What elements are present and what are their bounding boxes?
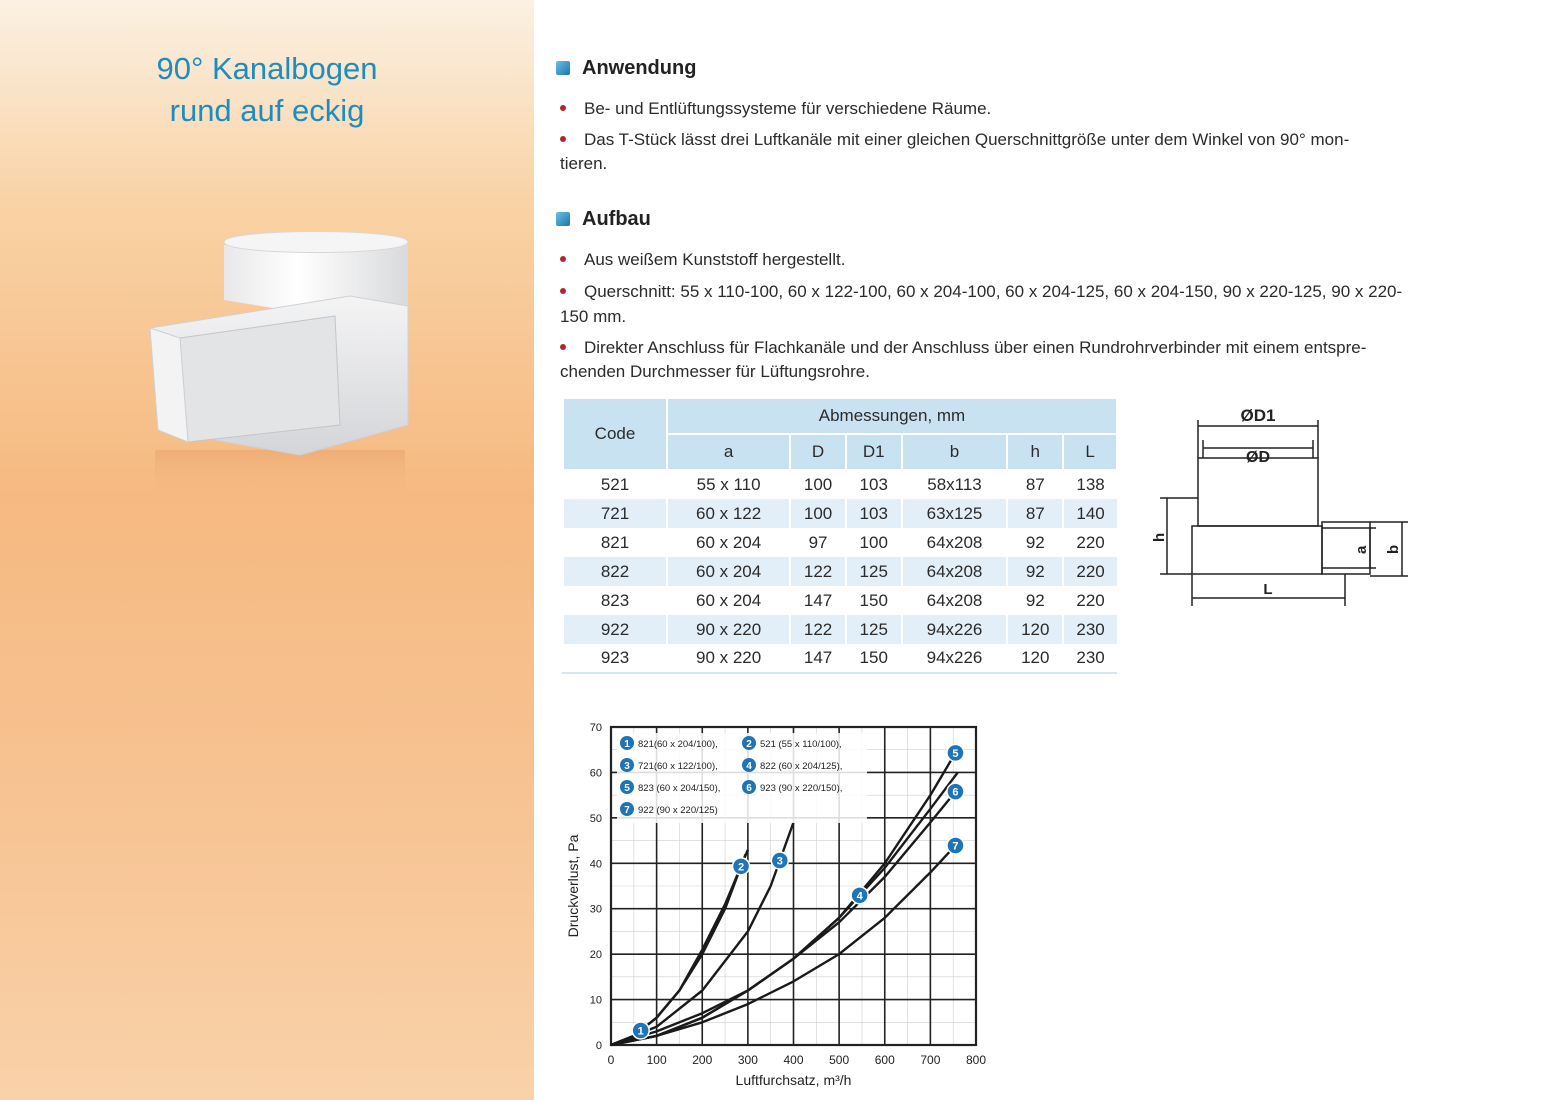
table-cell: 923 (563, 644, 667, 673)
legend-marker-label: 5 (624, 783, 630, 794)
table-cell: 120 (1007, 615, 1063, 644)
series-marker-label: 1 (637, 1025, 644, 1038)
aufbau-item-3-cont-text: chenden Durchmesser für Lüftungsrohre. (560, 362, 870, 381)
y-tick-label: 0 (595, 1040, 602, 1052)
table-cell: 122 (790, 615, 846, 644)
table-cell: 230 (1063, 615, 1117, 644)
aufbau-item-2 (560, 280, 1460, 304)
legend-marker-label: 2 (746, 739, 752, 750)
dimensions-header: Abmessungen, mm (667, 398, 1117, 434)
y-tick-label: 20 (589, 949, 602, 962)
series-line-2 (611, 854, 746, 1045)
table-cell: 147 (790, 644, 846, 673)
table-cell: 87 (1007, 470, 1063, 499)
column-header: D1 (846, 434, 902, 470)
anwendung-heading-text: Anwendung (582, 57, 697, 79)
table-cell: 220 (1063, 586, 1117, 615)
aufbau-item-2-text: Querschnitt: 55 x 110-100, 60 x 122-100, 60 x 204-100, 60 x 204-125, 60 x 204-150, 90 x 220-125, 90 x 220- (584, 282, 1403, 301)
aufbau-heading (556, 208, 651, 231)
table-row (563, 644, 1117, 673)
table-cell: 822 (563, 557, 667, 586)
pressure-loss-chart (556, 712, 1006, 1097)
aufbau-item-1-text: Aus weißem Kunststoff hergestellt. (584, 250, 846, 269)
section-square-icon (556, 212, 570, 226)
aufbau-item-2-cont (560, 305, 1460, 329)
bullet-dot-icon (560, 105, 566, 111)
legend-entry: 922 (90 x 220/125) (638, 805, 718, 816)
table-cell: 90 x 220 (667, 644, 790, 673)
table-cell: 521 (563, 470, 667, 499)
table-header-row (563, 398, 1117, 434)
series-marker-label: 7 (952, 840, 959, 853)
x-axis-label: Luftfurchsatz, m³/h (735, 1072, 852, 1088)
column-header: b (902, 434, 1008, 470)
aufbau-heading-text: Aufbau (582, 208, 651, 230)
table-cell: 100 (790, 470, 846, 499)
table-cell: 92 (1007, 528, 1063, 557)
x-tick-label: 0 (607, 1053, 615, 1067)
legend-marker-label: 3 (624, 761, 630, 772)
y-tick-label: 30 (589, 903, 602, 916)
table-cell: 230 (1063, 644, 1117, 673)
legend-marker-label: 4 (746, 761, 752, 772)
table-row (563, 586, 1117, 615)
column-header: h (1007, 434, 1063, 470)
dimension-drawing (1150, 400, 1420, 615)
y-tick-label: 50 (589, 812, 602, 825)
table-cell: 125 (846, 615, 902, 644)
table-cell: 122 (790, 557, 846, 586)
table-cell: 60 x 204 (667, 586, 790, 615)
table-cell: 103 (846, 470, 902, 499)
bullet-dot-icon (560, 288, 566, 294)
bullet-dot-icon (560, 136, 566, 142)
aufbau-item-1 (560, 248, 1460, 272)
table-cell: 97 (790, 528, 846, 557)
table-cell: 103 (846, 499, 902, 528)
column-header: D (790, 434, 846, 470)
anwendung-item-2 (560, 128, 1460, 152)
label-h: h (1151, 532, 1168, 542)
table-cell: 92 (1007, 557, 1063, 586)
aufbau-item-3 (560, 336, 1460, 360)
x-tick-label: 100 (646, 1053, 667, 1067)
table-cell: 150 (846, 586, 902, 615)
table-cell: 120 (1007, 644, 1063, 673)
label-a: a (1353, 545, 1370, 554)
code-header: Code (563, 398, 667, 470)
x-tick-label: 200 (692, 1053, 713, 1067)
x-tick-label: 500 (829, 1053, 850, 1067)
product-title-line2: rund auf eckig (169, 93, 365, 128)
table-cell: 220 (1063, 557, 1117, 586)
table-cell: 100 (790, 499, 846, 528)
table-row (563, 470, 1117, 499)
table-cell: 64x208 (902, 586, 1008, 615)
table-cell: 90 x 220 (667, 615, 790, 644)
table-cell: 125 (846, 557, 902, 586)
table-row (563, 615, 1117, 644)
anwendung-item-2-text: Das T-Stück lässt drei Luftkanäle mit einer gleichen Querschnittgröße unter dem Winkel von 90° mon- (584, 130, 1350, 149)
table-cell: 58x113 (902, 470, 1008, 499)
y-axis-label: Druckverlust, Pa (565, 834, 581, 938)
label-l: L (1263, 581, 1273, 598)
table-row (563, 499, 1117, 528)
series-marker-label: 2 (737, 861, 745, 874)
anwendung-item-2-cont (560, 152, 1460, 176)
left-panel (0, 0, 534, 1100)
x-tick-label: 300 (737, 1053, 758, 1067)
aufbau-item-3-text: Direkter Anschluss für Flachkanäle und der Anschluss über einen Rundrohrverbinder mit einem entspre- (584, 338, 1367, 357)
legend-marker-label: 1 (624, 739, 630, 750)
bullet-dot-icon (560, 344, 566, 350)
y-tick-label: 70 (589, 722, 602, 734)
y-tick-label: 40 (589, 858, 602, 871)
table-cell: 64x208 (902, 557, 1008, 586)
label-d1: ØD1 (1240, 406, 1276, 425)
table-cell: 64x208 (902, 528, 1008, 557)
table-cell: 63x125 (902, 499, 1008, 528)
label-b: b (1385, 544, 1402, 554)
section-square-icon (556, 61, 570, 75)
legend-entry: 823 (60 x 204/150), (638, 783, 721, 794)
product-title-line1: 90° Kanalbogen (156, 51, 378, 86)
table-cell: 55 x 110 (667, 470, 790, 499)
x-tick-label: 700 (920, 1053, 941, 1067)
column-header: a (667, 434, 790, 470)
anwendung-heading (556, 57, 696, 80)
legend-marker-label: 7 (624, 805, 630, 816)
table-cell: 60 x 204 (667, 557, 790, 586)
table-cell: 60 x 204 (667, 528, 790, 557)
table-cell: 94x226 (902, 644, 1008, 673)
product-photo (140, 220, 420, 500)
table-cell: 823 (563, 586, 667, 615)
series-marker-label: 3 (776, 855, 783, 868)
table-cell: 220 (1063, 528, 1117, 557)
anwendung-item-1-text: Be- und Entlüftungssysteme für verschiedene Räume. (584, 99, 992, 118)
table-cell: 721 (563, 499, 667, 528)
x-tick-label: 600 (874, 1053, 895, 1067)
y-tick-label: 60 (589, 767, 602, 780)
label-d: ØD (1246, 449, 1270, 466)
table-cell: 140 (1063, 499, 1117, 528)
table-cell: 821 (563, 528, 667, 557)
x-tick-label: 800 (965, 1053, 987, 1067)
x-tick-label: 400 (783, 1053, 804, 1067)
table-cell: 60 x 122 (667, 499, 790, 528)
table-row (563, 528, 1117, 557)
series-marker-label: 4 (856, 890, 863, 903)
legend-marker-label: 6 (746, 783, 752, 794)
table-cell: 92 (1007, 586, 1063, 615)
legend-entry: 821(60 x 204/100), (638, 739, 718, 750)
column-header: L (1063, 434, 1117, 470)
product-title (0, 48, 534, 132)
table-cell: 94x226 (902, 615, 1008, 644)
dimensions-table (562, 397, 1118, 674)
series-marker-label: 6 (952, 786, 959, 799)
table-cell: 87 (1007, 499, 1063, 528)
aufbau-item-3-cont (560, 360, 1460, 384)
table-cell: 922 (563, 615, 667, 644)
bullet-dot-icon (560, 256, 566, 262)
aufbau-item-2-cont-text: 150 mm. (560, 307, 627, 326)
y-tick-label: 10 (589, 994, 602, 1007)
table-cell: 100 (846, 528, 902, 557)
table-row (563, 557, 1117, 586)
legend-entry: 521 (55 x 110/100), (760, 739, 842, 750)
anwendung-item-2-cont-text: tieren. (560, 154, 608, 173)
table-cell: 147 (790, 586, 846, 615)
table-cell: 150 (846, 644, 902, 673)
anwendung-item-1 (560, 97, 1460, 121)
legend-entry: 822 (60 x 204/125), (760, 761, 843, 772)
table-cell: 138 (1063, 470, 1117, 499)
legend-entry: 721(60 x 122/100), (638, 761, 718, 772)
legend-entry: 923 (90 x 220/150), (760, 783, 843, 794)
series-marker-label: 5 (952, 747, 959, 760)
